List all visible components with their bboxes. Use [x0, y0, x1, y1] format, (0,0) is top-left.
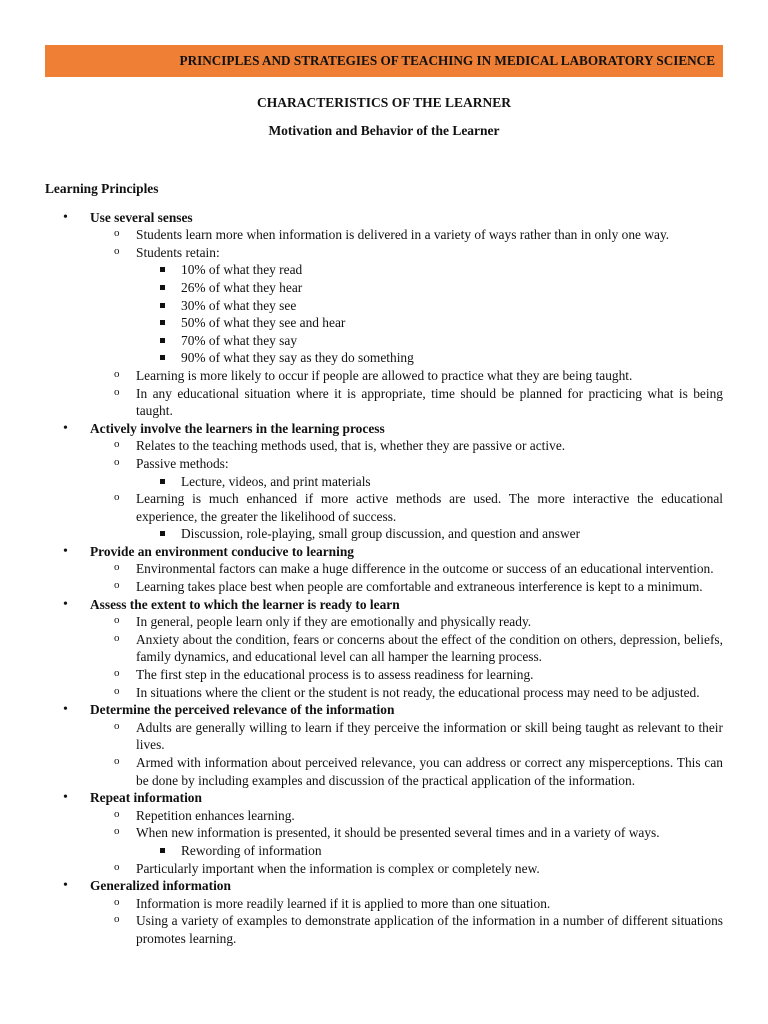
sub-text: o Information is more readily learned if it is applied to more than one situation.: [136, 895, 551, 911]
sub-item: [90, 385, 723, 420]
chapter-subtitle: Motivation and Behavior of the Learner: [268, 123, 500, 138]
sub-list: [90, 807, 723, 877]
sub-text: o Particularly important when the information is complex or completely new.: [136, 860, 540, 876]
sub-item: [90, 860, 723, 878]
sub-text: o Environmental factors can make a huge difference in the outcome or success of an educational intervention.: [136, 561, 714, 577]
sub-item: [90, 895, 723, 913]
sub-list: [90, 560, 723, 595]
sub-item: [90, 912, 723, 947]
principle-item: [45, 701, 723, 789]
principles-list: [45, 209, 723, 948]
principle-heading: • Actively involve the learners in the learning process: [90, 420, 385, 436]
sub-item: [90, 613, 723, 631]
sub-text: o In any educational situation where it is appropriate, time should be planned for practicing what is being taught.: [136, 385, 723, 419]
bullet-item: 90% of what they say as they do something: [136, 349, 723, 367]
sub-item: [90, 244, 723, 367]
sub-item: [90, 719, 723, 754]
content: [45, 180, 723, 948]
bullet-item: 30% of what they see: [136, 297, 723, 315]
sub-list: [90, 613, 723, 701]
sub-text: o Passive methods:: [136, 455, 229, 471]
bullet-item: Lecture, videos, and print materials: [136, 473, 723, 491]
sub-item: [90, 490, 723, 543]
sub-text: o The first step in the educational process is to assess readiness for learning.: [136, 667, 534, 683]
sub-text: o Students retain:: [136, 244, 220, 260]
sub-text: o Repetition enhances learning.: [136, 807, 295, 823]
sub-item: [90, 455, 723, 490]
bullet-list: [136, 842, 723, 860]
principle-heading: • Provide an environment conducive to learning: [90, 543, 354, 559]
sub-item: [90, 367, 723, 385]
sub-item: [90, 226, 723, 244]
principle-item: [45, 877, 723, 947]
principle-heading: • Generalized information: [90, 878, 231, 894]
sub-text: o In situations where the client or the student is not ready, the educational process may need to be adjusted.: [136, 684, 700, 700]
sub-text: o Learning is much enhanced if more active methods are used. The more interactive the educational experience, the greater the likelihood of success.: [136, 491, 723, 524]
principle-item: [45, 420, 723, 543]
bullet-item: 26% of what they hear: [136, 279, 723, 297]
principle-item: [45, 789, 723, 877]
sub-list: [90, 895, 723, 948]
sub-item: [90, 807, 723, 825]
sub-text: o When new information is presented, it should be presented several times and in a variety of ways.: [136, 825, 660, 841]
principle-heading: • Determine the perceived relevance of the information: [90, 702, 395, 718]
sub-item: [90, 578, 723, 596]
sub-text: o Relates to the teaching methods used, that is, whether they are passive or active.: [136, 438, 566, 454]
bullet-list: [136, 525, 723, 543]
bullet-item: 70% of what they say: [136, 332, 723, 350]
bullet-item: Rewording of information: [136, 842, 723, 860]
principle-item: [45, 596, 723, 702]
chapter-title: CHARACTERISTICS OF THE LEARNER: [257, 95, 511, 110]
sub-item: [90, 684, 723, 702]
bullet-item: 10% of what they read: [136, 261, 723, 279]
bullet-list: [136, 261, 723, 367]
sub-list: [90, 719, 723, 789]
sub-item: [90, 437, 723, 455]
principle-heading: • Use several senses: [90, 209, 193, 225]
sub-list: [90, 437, 723, 543]
header-title: PRINCIPLES AND STRATEGIES OF TEACHING IN MEDICAL LABORATORY SCIENCE: [179, 53, 715, 68]
sub-item: [90, 754, 723, 789]
principle-item: [45, 209, 723, 420]
principle-item: [45, 543, 723, 596]
sub-text: o Anxiety about the condition, fears or concerns about the effect of the condition on others, depression, beliefs, family dynamics, and educational level can all hamper the learning process.: [136, 631, 723, 665]
sub-text: o Learning takes place best when people are comfortable and extraneous interference is kept to a minimum.: [136, 579, 703, 595]
sub-item: [90, 666, 723, 684]
sub-item: [90, 631, 723, 666]
sub-list: [90, 226, 723, 420]
bullet-item: Discussion, role-playing, small group discussion, and question and answer: [136, 525, 723, 543]
principle-heading: • Repeat information: [90, 790, 202, 806]
sub-text: o Armed with information about perceived relevance, you can address or correct any misperceptions. This can be done by including examples and discussion of the practical application of the information.: [136, 755, 723, 788]
principle-heading: • Assess the extent to which the learner is ready to learn: [90, 596, 400, 612]
sub-item: [90, 560, 723, 578]
sub-text: o In general, people learn only if they are emotionally and physically ready.: [136, 614, 532, 630]
sub-item: [90, 824, 723, 859]
sub-text: o Learning is more likely to occur if people are allowed to practice what they are being taught.: [136, 367, 633, 383]
sub-text: o Students learn more when information is delivered in a variety of ways rather than in only one way.: [136, 227, 670, 243]
sub-text: o Adults are generally willing to learn if they perceive the information or skill being taught as relevant to their lives.: [136, 719, 723, 753]
bullet-item: 50% of what they see and hear: [136, 314, 723, 332]
header-band: [45, 45, 723, 77]
sub-text: o Using a variety of examples to demonstrate application of the information in a number of different situations promotes learning.: [136, 913, 723, 946]
bullet-list: [136, 473, 723, 491]
section-title: Learning Principles: [45, 181, 159, 196]
